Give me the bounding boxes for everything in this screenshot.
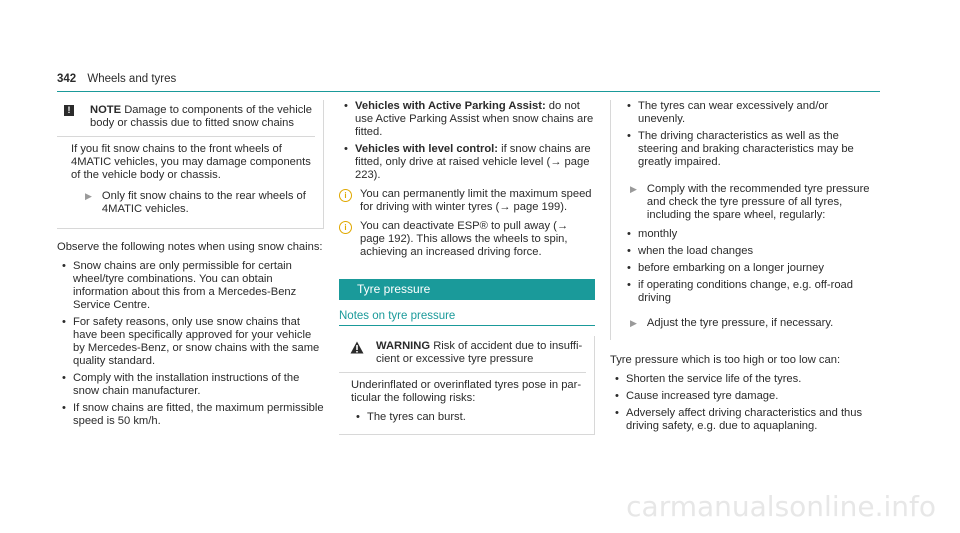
section-heading: Tyre pressure <box>339 279 595 300</box>
list-item: • Comply with the installation instructions of the snow chain manufacturer. <box>57 372 324 398</box>
header-divider <box>57 91 880 92</box>
risk-list <box>622 100 878 169</box>
list-item <box>339 143 595 182</box>
info-icon: i <box>339 221 352 234</box>
play-arrow-icon: ▶ <box>630 318 637 328</box>
page-number: 342 <box>57 73 77 85</box>
warning-triangle-icon <box>350 341 364 354</box>
check-frequency-list <box>622 228 878 305</box>
list-item: • Adversely affect driving characteristics and thus driving safety, e.g. due to aquaplaning. <box>610 407 886 433</box>
list-item: • when the load changes <box>622 245 878 258</box>
list-item: • Cause increased tyre damage. <box>610 390 886 403</box>
notice-step-text: Only fit snow chains to the rear wheels of 4MATIC vehicles. <box>101 190 306 215</box>
notice-step <box>71 190 315 216</box>
instruction-step <box>622 183 878 222</box>
instruction-step <box>622 317 878 330</box>
list-item: • before embarking on a longer journey <box>622 262 878 275</box>
list-item-bold: Vehicles with level control: <box>355 143 498 155</box>
warning-box <box>339 336 595 435</box>
vehicle-bullets <box>339 100 595 182</box>
list-item: • The driving characteristics as well as the steering and braking characteristics may be greatly impaired. <box>622 130 878 169</box>
watermark: carmanualsonline.info <box>626 490 936 523</box>
notice-box <box>57 100 324 229</box>
instruction-text: Adjust the tyre pressure, if necessary. <box>646 317 834 329</box>
info-icon: i <box>339 189 352 202</box>
page-header <box>57 73 176 85</box>
list-item: • If snow chains are fitted, the maximum permissible speed is 50 km/h. <box>57 402 324 428</box>
list-item: • For safety reasons, only use snow chains that have been specifically approved for your vehicle by Mercedes-Benz, or snow chains with the same quality standard. <box>57 316 324 368</box>
list-item <box>339 100 595 139</box>
info-text: You can deactivate ESP® to pull away (→ page 192). This allows the wheels to spin, achieving an increased driving force. <box>360 220 569 258</box>
snow-chains-list <box>57 260 324 428</box>
info-note <box>339 188 595 214</box>
column-2 <box>339 100 595 435</box>
list-item: • The tyres can burst. <box>351 411 586 424</box>
notice-text: If you fit snow chains to the front wheels of 4MATIC vehicles, you may damage components of the vehicle body or chassis. <box>71 143 311 181</box>
list-item-text: if snow chains are fitted, only drive at raised vehicle level (→ page 223). <box>355 143 591 181</box>
warning-list <box>351 411 586 424</box>
list-item: • Snow chains are only permissible for certain wheel/tyre combinations. You can obtain information about this from a Mercedes-Benz Service Centre. <box>57 260 324 312</box>
instruction-text: Comply with the recommended tyre pressure and check the tyre pressure of all tyres, including the spare wheel, regularly: <box>646 183 870 221</box>
list-item: • The tyres can wear excessively and/or unevenly. <box>622 100 878 126</box>
list-item-text: do not use Active Parking Assist when snow chains are fitted. <box>355 100 594 138</box>
notice-title: Damage to components of the vehicle body or chassis due to fitted snow chains <box>90 104 312 129</box>
list-item: • if operating conditions change, e.g. off-road driving <box>622 279 878 305</box>
list-item-bold: Vehicles with Active Parking Assist: <box>355 100 546 112</box>
info-note <box>339 220 595 259</box>
notice-label: NOTE <box>90 104 122 116</box>
play-arrow-icon: ▶ <box>630 184 637 194</box>
warning-header <box>339 336 586 373</box>
section-title: Wheels and tyres <box>87 73 177 85</box>
warning-continuation <box>610 100 886 340</box>
notice-header <box>57 100 315 137</box>
list-item: • Shorten the service life of the tyres. <box>610 373 886 386</box>
pressure-intro: Tyre pressure which is too high or too low can: <box>610 354 841 366</box>
snow-chains-intro: Observe the following notes when using snow chains: <box>57 241 323 253</box>
play-arrow-icon: ▶ <box>85 191 92 201</box>
exclamation-icon: ! <box>64 105 74 116</box>
warning-label: WARNING <box>376 340 431 352</box>
list-item: • monthly <box>622 228 878 241</box>
pressure-effects-list <box>610 373 886 433</box>
info-text: You can permanently limit the maximum speed for driving with winter tyres (→ page 199). <box>360 188 592 213</box>
column-3 <box>610 100 886 437</box>
warning-title: Risk of accident due to insufficient or excessive tyre pressure <box>376 340 583 365</box>
subsection-heading: Notes on tyre pressure <box>339 310 595 326</box>
column-1 <box>57 100 324 432</box>
warning-text: Underinflated or overinflated tyres pose in particular the following risks: <box>351 379 582 404</box>
